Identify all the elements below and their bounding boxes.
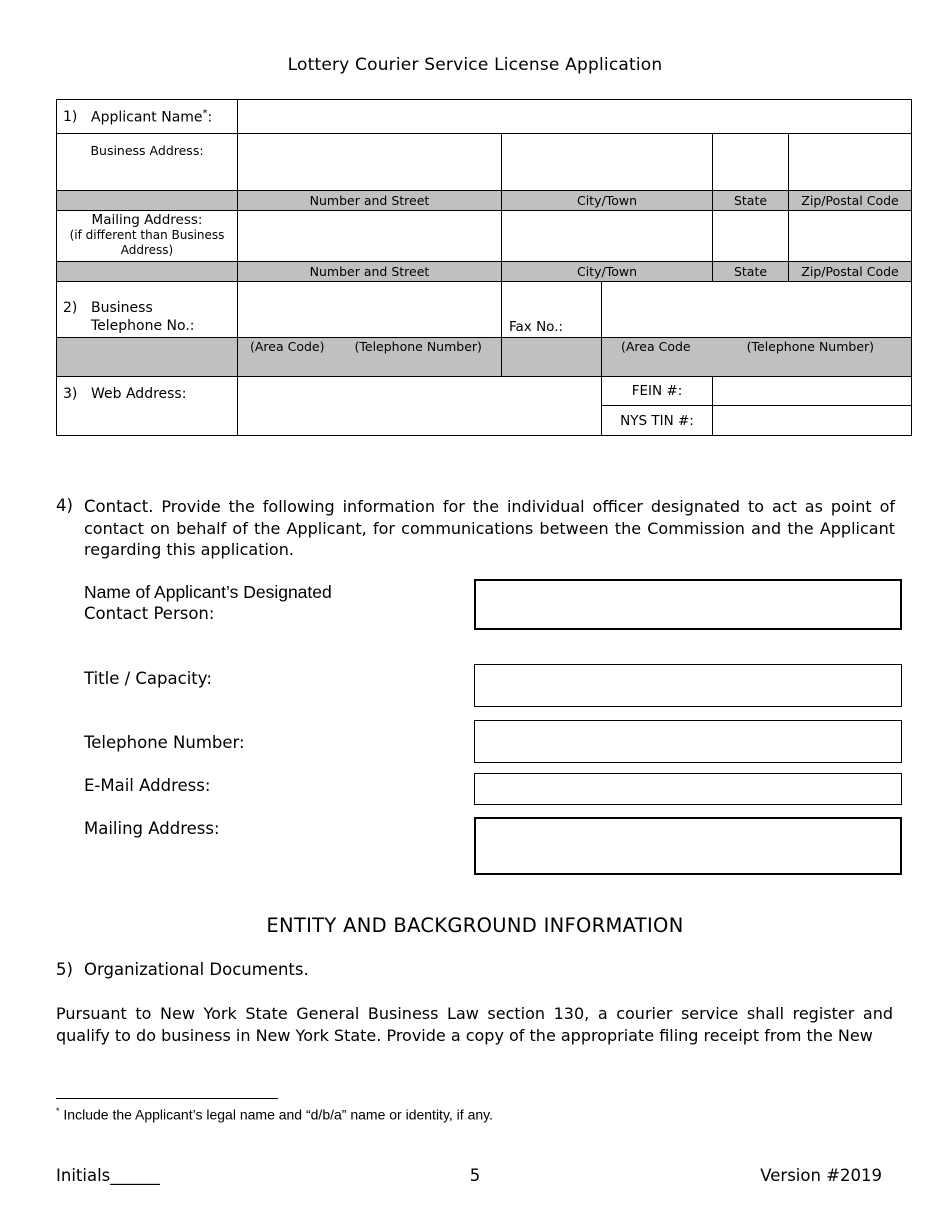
mailing-address-label: Mailing Address: [91,212,203,228]
mailing-address-note: (if different than Business Address) [69,228,225,257]
contact-name-field[interactable] [474,579,902,630]
contact-number: 4) [56,496,73,515]
business-address-label-cell [57,134,238,191]
mailing-city-field[interactable] [502,211,713,262]
title-capacity-label: Title / Capacity: [84,669,212,688]
mailing-address-field[interactable] [474,817,902,875]
telephone-number-label: Telephone Number: [84,733,245,752]
telephone-number-field[interactable] [474,720,902,763]
phone-subheader-cell [238,338,502,377]
applicant-name-label-cell [57,100,238,134]
fein-field[interactable] [713,377,912,406]
web-address-field[interactable] [238,377,602,436]
fein-label-cell [602,377,713,406]
contact-name-label-line2: Contact Person: [84,604,215,623]
business-zip-field[interactable] [789,134,912,191]
fax-subheader-cell [602,338,912,377]
email-address-label: E-Mail Address: [84,776,211,795]
contact-heading: Contact. [84,497,154,516]
telephone-label-line1: Business [91,300,153,316]
page-title: Lottery Courier Service License Application [287,55,663,75]
contact-paragraph [84,496,895,561]
shaded-blank-cell [502,338,602,377]
page-number: 5 [469,1166,481,1185]
nys-tin-label: NYS TIN #: [620,412,694,429]
city-subheader: City/Town [502,191,713,211]
shaded-blank-cell [57,338,238,377]
business-state-field[interactable] [713,134,789,191]
nys-tin-field[interactable] [713,406,912,436]
area-code-label: (Area Code) [250,339,325,354]
section-heading: ENTITY AND BACKGROUND INFORMATION [266,914,684,937]
q1-number: 1) [63,109,78,126]
web-address-label: Web Address: [91,386,187,402]
telephone-number-label: (Telephone Number) [354,339,482,354]
contact-name-label-line1: Name of Applicant’s Designated [84,582,332,602]
web-address-label-cell [57,377,238,436]
applicant-name-label: Applicant Name [91,109,203,126]
shaded-blank-cell [57,191,238,211]
telephone-label-line2: Telephone No.: [91,318,195,334]
fax-label: Fax No.: [509,319,564,335]
zip-subheader: Zip/Postal Code [789,191,912,211]
applicant-info-table [56,99,912,436]
fein-label: FEIN #: [631,383,683,399]
applicant-name-field[interactable] [238,100,912,134]
email-address-field[interactable] [474,773,902,805]
footnote-divider [56,1098,278,1099]
state-subheader: State [713,191,789,211]
org-docs-text: Pursuant to New York State General Business Law section 130, a courier service shall register and qualify to do business in New York State. Provide a copy of the appropriate filing receipt from the New [56,1004,893,1045]
nys-tin-label-cell [602,406,713,436]
q3-number: 3) [63,386,78,402]
zip-subheader: Zip/Postal Code [789,262,912,282]
applicant-name-colon: : [207,109,213,126]
city-subheader: City/Town [502,262,713,282]
footnote-text: Include the Applicant’s legal name and “d/b/a” name or identity, if any. [63,1106,493,1123]
street-subheader: Number and Street [238,191,502,211]
telephone-label-cell [57,282,238,338]
mailing-address-label-cell [57,211,238,262]
fax-number-field[interactable] [602,282,912,338]
footnote [56,1106,493,1123]
q2-number: 2) [63,300,78,316]
business-city-field[interactable] [502,134,713,191]
fax-label-cell [502,282,602,338]
initials-field[interactable]: Initials______ [56,1166,160,1185]
footnote-marker: * [202,107,208,119]
org-docs-number: 5) [56,960,73,979]
mailing-address-label: Mailing Address: [84,819,220,838]
mailing-zip-field[interactable] [789,211,912,262]
fax-area-code-label: (Area Code [621,339,691,354]
mailing-street-field[interactable] [238,211,502,262]
business-street-field[interactable] [238,134,502,191]
contact-text: Provide the following information for the individual officer designated to act as point of contact on behalf of the Applicant, for communications between the Commission and the Applicant regarding this application. [84,497,895,559]
version-label: Version #2019 [760,1166,882,1185]
business-address-label: Business Address: [90,143,204,158]
org-docs-heading: Organizational Documents. [84,960,309,979]
street-subheader: Number and Street [238,262,502,282]
title-capacity-field[interactable] [474,664,902,707]
shaded-blank-cell [57,262,238,282]
business-telephone-field[interactable] [238,282,502,338]
footnote-marker: * [56,1106,60,1116]
mailing-state-field[interactable] [713,211,789,262]
state-subheader: State [713,262,789,282]
fax-telephone-number-label: (Telephone Number) [746,339,875,354]
